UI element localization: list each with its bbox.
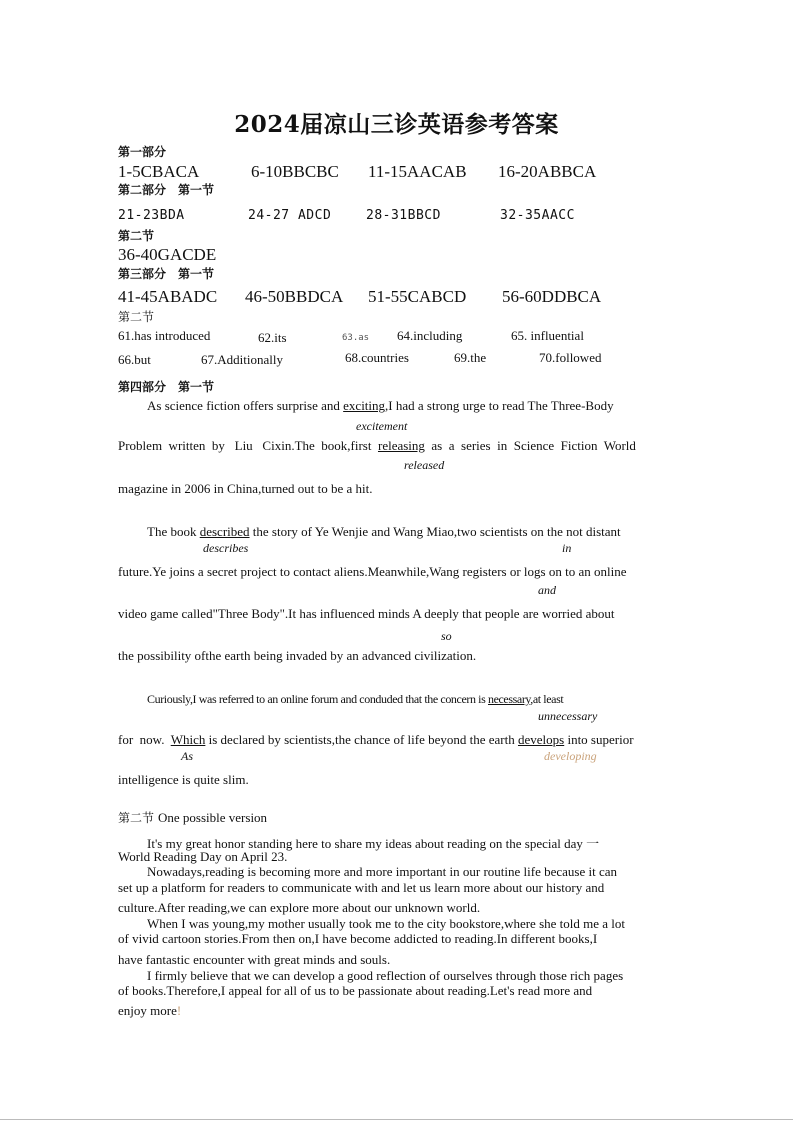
essay-line: enjoy more! <box>118 1003 182 1018</box>
correction: excitement <box>356 419 408 433</box>
proofread-line: intelligence is quite slim. <box>118 772 249 787</box>
blank-answer: 66.but <box>118 352 151 367</box>
correction: so <box>441 629 452 643</box>
part2-answer: 21-23BDA <box>118 208 185 220</box>
proofread-line: video game called"Three Body".It has influenced minds A deeply that people are worried about <box>118 606 615 621</box>
error-word: necessary <box>487 692 531 706</box>
essay-line: culture.After reading,we can explore more about our unknown world. <box>118 900 481 915</box>
blank-answer: 70.followed <box>539 350 602 365</box>
proofread-line: future.Ye joins a secret project to contact aliens.Meanwhile,Wang registers or logs on to an online <box>118 564 627 579</box>
proofread-line: The book described the story of Ye Wenjie and Wang Miao,two scientists on the not distant <box>147 524 621 539</box>
part2-section2-answer: 36-40GACDE <box>118 245 217 264</box>
essay-line: Nowadays,reading is becoming more and more important in our routine life because it can <box>147 864 618 879</box>
part3-answer: 46-50BBDCA <box>245 287 344 306</box>
correction: developing <box>544 749 597 763</box>
writing-heading: 第二节 One possible version <box>118 810 268 825</box>
error-word: exciting <box>343 398 386 413</box>
page-bottom-rule <box>0 1119 793 1120</box>
correction: and <box>538 583 556 597</box>
part4-heading: 第四部分 第一节 <box>118 380 215 394</box>
blank-answer: 68.countries <box>345 350 409 365</box>
proofread-line: magazine in 2006 in China,turned out to be a hit. <box>118 481 373 496</box>
proofread-line: the possibility ofthe earth being invaded by an advanced civilization. <box>118 648 477 663</box>
essay-line: of vivid cartoon stories.From then on,I have become addicted to reading.In different books,I <box>118 931 598 946</box>
correction: unnecessary <box>538 709 598 723</box>
error-word: described <box>199 524 250 539</box>
part2-answer: 28-31BBCD <box>366 208 441 220</box>
blank-answer: 62.its <box>258 330 287 345</box>
essay-line: set up a platform for readers to communicate with and let us learn more about our history and <box>118 880 605 895</box>
page-title: 2024届凉山三诊英语参考答案 <box>234 111 559 138</box>
proofread-line: As science fiction offers surprise and exciting,I had a strong urge to read The Three-Body <box>147 398 614 413</box>
essay-line: of books.Therefore,I appeal for all of us to be passionate about reading.Let's read more and <box>118 983 593 998</box>
proofread-line: Curiously,I was referred to an online forum and conduded that the concern is necessary,at least <box>147 692 564 706</box>
part1-answer: 16-20ABBCA <box>498 162 597 181</box>
part3-answer: 41-45ABADC <box>118 287 218 306</box>
part3-heading: 第三部分 第一节 <box>118 267 215 281</box>
blank-answer: 67.Additionally <box>201 352 283 367</box>
blank-answer: 64.including <box>397 328 463 343</box>
part2-answer: 24-27 ADCD <box>248 208 332 220</box>
error-word: develops <box>517 732 565 747</box>
correction: As <box>181 749 193 763</box>
blank-answer: 65. influential <box>511 328 584 343</box>
correction: describes <box>203 541 249 555</box>
proofread-line: for now. Which is declared by scientists,the chance of life beyond the earth develops into superior <box>118 732 634 747</box>
essay-line: have fantastic encounter with great minds and souls. <box>118 952 391 967</box>
correction: released <box>404 458 445 472</box>
error-word: releasing <box>377 438 425 453</box>
proofread-line: Problem written by Liu Cixin.The book,first releasing as a series in Science Fiction World <box>118 438 636 453</box>
part3-section2-heading: 第二节 <box>118 310 155 324</box>
blank-answer: 69.the <box>454 350 487 365</box>
blank-answer: 63.as <box>342 333 370 343</box>
essay-line: World Reading Day on April 23. <box>118 849 288 864</box>
correction: in <box>562 541 572 555</box>
part1-answer: 11-15AACAB <box>368 162 467 181</box>
part3-answer: 51-55CABCD <box>368 287 467 306</box>
part2-heading: 第二部分 第一节 <box>118 183 215 197</box>
part1-answer: 1-5CBACA <box>118 162 200 181</box>
end-mark: ! <box>176 1003 182 1018</box>
part2-answer: 32-35AACC <box>500 208 575 220</box>
part2-section2-heading: 第二节 <box>118 229 155 243</box>
part3-answer: 56-60DDBCA <box>502 287 602 306</box>
error-word: Which <box>170 732 206 747</box>
part1-answer: 6-10BBCBC <box>251 162 339 181</box>
essay-line: When I was young,my mother usually took me to the city bookstore,where she told me a lot <box>147 916 626 931</box>
essay-line: I firmly believe that we can develop a good reflection of ourselves through those rich pages <box>147 968 624 983</box>
part1-heading: 第一部分 <box>118 145 167 159</box>
blank-answer: 61.has introduced <box>118 328 211 343</box>
essay-line: It's my great honor standing here to share my ideas about reading on the special day 一 <box>147 836 600 851</box>
